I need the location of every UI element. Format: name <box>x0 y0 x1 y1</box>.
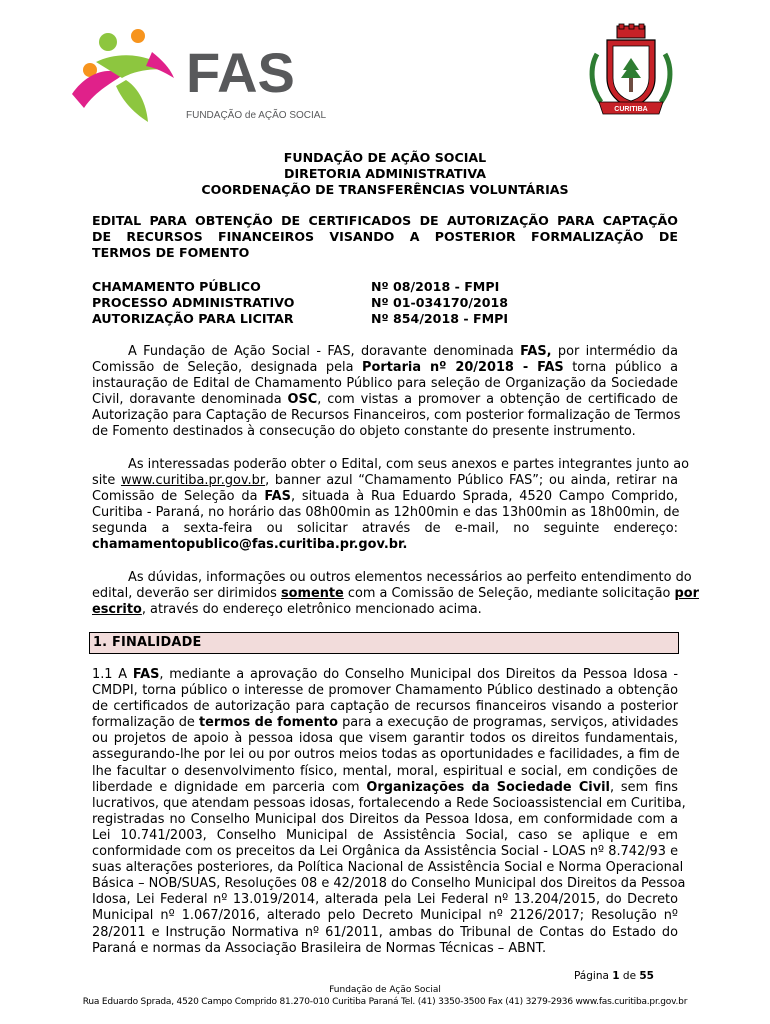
text-line: conformidade com os preceitos da Lei Orgânica da Assistência Social - LOAS nº 8.742/93 e <box>92 844 678 860</box>
text-line: 28/2011 e Instrução Normativa nº 61/2011, ambas do Tribunal de Contas do Estado do <box>92 924 678 940</box>
header-coordination: COORDENAÇÃO DE TRANSFERÊNCIAS VOLUNTÁRIAS <box>201 182 569 197</box>
curitiba-coat-of-arms-icon <box>583 24 679 120</box>
text-line: ou projetos de apoio à pessoa idosa que visem garantir todos os direitos fundamentais, <box>92 731 678 747</box>
text-line: Idosa, Lei Federal nº 13.019/2014, alterada pela Lei Federal nº 13.204/2015, do Decreto <box>92 892 678 908</box>
footer-org: Fundação de Ação Social <box>329 985 441 995</box>
text-line: A Fundação de Ação Social - FAS, doravante denominada FAS, por intermédio da <box>128 344 679 359</box>
text-line: edital, deverão ser dirimidos somente com a Comissão de Seleção, mediante solicitação por <box>92 586 699 602</box>
meta-label: CHAMAMENTO PÚBLICO <box>92 279 261 294</box>
site-link[interactable]: www.curitiba.pr.gov.br <box>120 473 266 489</box>
text-line: instauração de Edital de Chamamento Público para seleção de Organização da Sociedade <box>92 376 678 392</box>
meta-value: Nº 854/2018 - FMPI <box>371 311 509 326</box>
fas-figure-icon <box>72 29 174 122</box>
edital-title <box>92 213 678 261</box>
text-line: Comissão de Seleção da FAS, situada à Rua Eduardo Sprada, 4520 Campo Comprido, <box>92 489 678 505</box>
text-line: Básica – NOB/SUAS, Resoluções 08 e 42/2018 do Conselho Municipal dos Direitos da Pessoa <box>92 876 686 892</box>
fas-logo <box>66 22 327 126</box>
page-number: Página 1 de 55 <box>573 970 654 982</box>
text-line: lucrativos, que atendam pessoas idosas, fortalecendo a Rede Socioassistencial em Curitiba, <box>92 795 686 811</box>
meta-row <box>92 311 678 327</box>
meta-row <box>92 279 678 295</box>
text-line: formalização de termos de fomento para a execução de programas, serviços, atividades <box>92 715 679 731</box>
text-line: liberdade e dignidade em parceria com Organizações da Sociedade Civil, sem fins <box>92 779 678 795</box>
text-line: escrito, através do endereço eletrônico mencionado acima. <box>92 602 482 618</box>
text-line: Paraná e normas da Associação Brasileira de Normas Técnicas – ABNT. <box>92 940 547 956</box>
meta-label: PROCESSO ADMINISTRATIVO <box>92 295 295 310</box>
text-line: Civil, doravante denominada OSC, com vistas a promover a obtenção de certificado de <box>92 392 678 408</box>
edital-title-line: TERMOS DE FOMENTO <box>92 245 250 260</box>
intro-paragraph <box>92 344 681 441</box>
text-line: lhe facultar o desenvolvimento físico, mental, moral, espiritual e social, em condições de <box>92 763 678 779</box>
section-title: 1. FINALIDADE <box>93 635 202 650</box>
text-line: Lei 10.741/2003, Conselho Municipal de Assistência Social, caso se aplique e em <box>92 827 678 843</box>
text-line: de certificados de autorização para captação de recursos financeiros visando a posterior <box>92 699 678 715</box>
text-line: Curitiba - Paraná, no horário das 08h00min as 12h00min e das 13h00min as 18h00min, de <box>92 505 680 521</box>
meta-row <box>92 295 678 311</box>
text-line <box>92 537 678 553</box>
crest-banner-text: CURITIBA <box>614 106 648 113</box>
meta-label: AUTORIZAÇÃO PARA LICITAR <box>92 311 294 326</box>
text-line: 1.1 A FAS, mediante a aprovação do Conselho Municipal dos Direitos da Pessoa Idosa - <box>92 667 678 682</box>
footer-address: Rua Eduardo Sprada, 4520 Campo Comprido 81.270-010 Curitiba Paraná Tel. (41) 3350-3500 Fax (41) 3279-2936 www.fas.curitiba.pr.gov.br <box>82 997 688 1007</box>
process-meta <box>92 279 678 327</box>
text-line: CMDPI, torna público o interesse de promover Chamamento Público destinado a obtenção <box>92 683 678 699</box>
text-line: Autorização para Captação de Recursos Financeiros, com posterior formalização de Termos <box>92 408 681 424</box>
section-heading-finalidade <box>89 632 679 654</box>
finalidade-paragraph <box>92 667 686 957</box>
text-line: segunda a sexta-feira ou solicitar através de e-mail, no seguinte endereço: <box>92 521 678 537</box>
edital-title-line: EDITAL PARA OBTENÇÃO DE CERTIFICADOS DE AUTORIZAÇÃO PARA CAPTAÇÃO <box>92 213 678 228</box>
fas-logo-brand: FAS <box>186 41 295 104</box>
fas-logo-subtitle: FUNDAÇÃO de AÇÃO SOCIAL <box>186 110 327 121</box>
access-paragraph <box>92 457 689 554</box>
text-line: As interessadas poderão obter o Edital, com seus anexos e partes integrantes junto ao <box>128 457 689 472</box>
text-line: registradas no Conselho Municipal dos Direitos da Pessoa Idosa, em conformidade com a <box>92 811 678 827</box>
text-line: Comissão de Seleção, designada pela Portaria nº 20/2018 - FAS torna público a <box>92 360 679 376</box>
meta-value: Nº 08/2018 - FMPI <box>371 279 500 294</box>
header-directorate: DIRETORIA ADMINISTRATIVA <box>284 166 486 181</box>
text-line: Municipal nº 1.067/2016, alterado pelo Decreto Municipal nº 2126/2017; Resolução nº <box>92 908 678 924</box>
text-line: As dúvidas, informações ou outros elementos necessários ao perfeito entendimento do <box>128 570 692 585</box>
text-line: suas alterações posteriores, da Política Nacional de Assistência Social e Norma Operacional <box>92 860 684 876</box>
contact-email[interactable]: chamamentopublico@fas.curitiba.pr.gov.br. <box>92 537 408 553</box>
text-line: assegurando-lhe por lei ou por outros meios todas as oportunidades e facilidades, a fim de <box>92 747 680 763</box>
text-line: de Fomento destinados à consecução do objeto constante do presente instrumento. <box>92 424 636 440</box>
meta-value: Nº 01-034170/2018 <box>371 295 509 310</box>
edital-title-line: DE RECURSOS FINANCEIROS VISANDO A POSTERIOR FORMALIZAÇÃO DE <box>92 229 678 244</box>
questions-paragraph <box>92 570 699 618</box>
text-line: site www.curitiba.pr.gov.br, banner azul “Chamamento Público FAS”; ou ainda, retirar na <box>92 473 678 489</box>
header-org-name: FUNDAÇÃO DE AÇÃO SOCIAL <box>283 150 487 165</box>
